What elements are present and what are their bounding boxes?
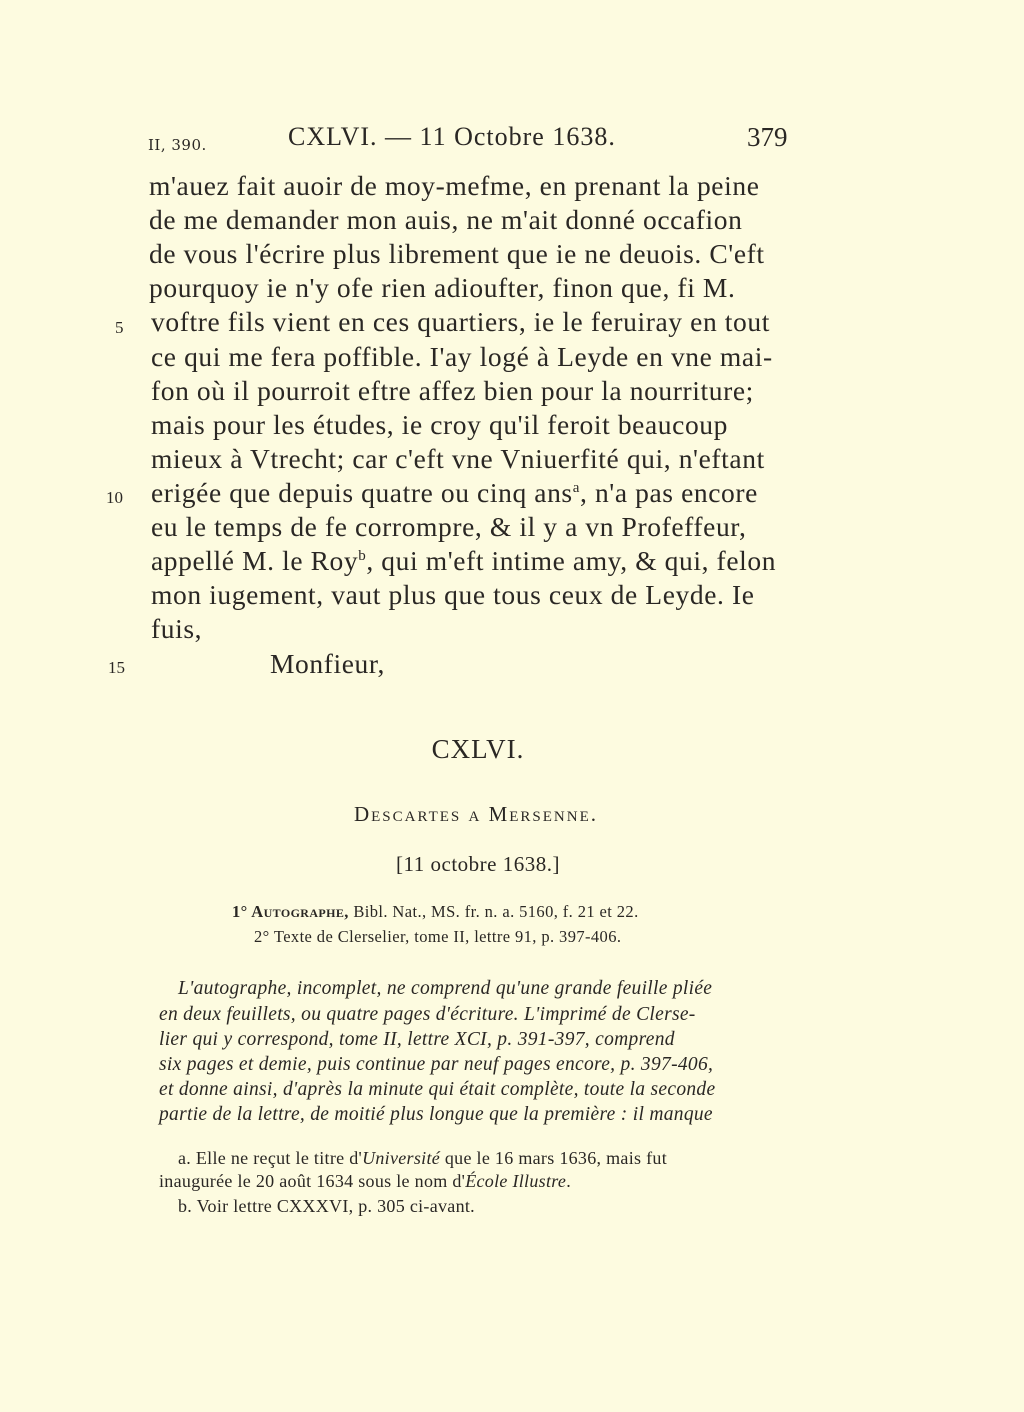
editorial-line: et donne ainsi, d'après la minute qui était complète, toute la seconde bbox=[159, 1079, 716, 1100]
source-line: 2° Texte de Clerselier, tome II, lettre 91, p. 397-406. bbox=[254, 927, 622, 946]
footnote-text: que le 16 mars 1636, mais fut bbox=[440, 1148, 668, 1168]
body-line: de me demander mon auis, ne m'ait donné occafion bbox=[149, 204, 743, 235]
body-text: , n'a pas encore bbox=[580, 477, 758, 508]
footnote-text: Université bbox=[362, 1148, 441, 1168]
body-line: fuis, bbox=[151, 613, 203, 644]
body-line bbox=[151, 477, 758, 509]
body-line: mon iugement, vaut plus que tous ceux de Leyde. Ie bbox=[151, 579, 755, 610]
body-line: mais pour les études, ie croy qu'il feroit beaucoup bbox=[151, 409, 728, 440]
editorial-line: partie de la lettre, de moitié plus longue que la première : il manque bbox=[159, 1104, 713, 1125]
editorial-line: lier qui y correspond, tome II, lettre XCI, p. 391-397, comprend bbox=[159, 1029, 675, 1050]
body-line: mieux à Vtrecht; car c'eft vne Vniuerfité qui, n'eftant bbox=[151, 443, 765, 474]
letter-date: [11 octobre 1638.] bbox=[396, 852, 560, 876]
body-line: pourquoy ie n'y ofe rien adioufter, finon que, fi M. bbox=[149, 272, 736, 303]
body-text: , qui m'eft intime amy, & qui, felon bbox=[366, 545, 777, 576]
page-number: 379 bbox=[747, 122, 788, 152]
body-line bbox=[151, 545, 776, 577]
line-number: 15 bbox=[108, 658, 125, 677]
source-text: Bibl. Nat., MS. fr. n. a. 5160, f. 21 et 22. bbox=[348, 902, 639, 921]
footnote-text: a. Elle ne reçut le titre d' bbox=[178, 1148, 363, 1168]
running-title: CXLVI. — 11 Octobre 1638. bbox=[288, 122, 616, 151]
body-text: appellé M. le Roy bbox=[151, 545, 359, 576]
line-number: 10 bbox=[106, 488, 123, 507]
body-line: m'auez fait auoir de moy-mefme, en prenant la peine bbox=[149, 170, 760, 201]
page-reference: II, 390. bbox=[148, 136, 207, 154]
footnote-text: inaugurée le 20 août 1634 sous le nom d' bbox=[159, 1171, 466, 1191]
body-line: fon où il pourroit eftre affez bien pour la nourriture; bbox=[151, 375, 754, 406]
footnote-ref-a: a bbox=[572, 479, 580, 496]
editorial-line: six pages et demie, puis continue par neuf pages encore, p. 397-406, bbox=[159, 1054, 714, 1075]
letter-number: CXLVI. bbox=[431, 734, 525, 764]
body-line: voftre fils vient en ces quartiers, ie le feruiray en tout bbox=[151, 306, 770, 337]
body-line: ce qui me fera poffible. I'ay logé à Leyde en vne mai- bbox=[151, 341, 773, 372]
footnote-a-continued bbox=[159, 1171, 571, 1192]
letter-heading: Descartes a Mersenne. bbox=[353, 802, 599, 826]
line-number: 5 bbox=[115, 318, 124, 337]
editorial-line: L'autographe, incomplet, ne comprend qu'une grande feuille pliée bbox=[178, 978, 713, 999]
footnote-b: b. Voir lettre CXXXVI, p. 305 ci-avant. bbox=[178, 1196, 475, 1216]
body-text: erigée que depuis quatre ou cinq ans bbox=[151, 477, 573, 508]
body-line: eu le temps de fe corrompre, & il y a vn Profeffeur, bbox=[151, 511, 747, 542]
footnote-ref-b: b bbox=[358, 547, 367, 564]
footnote-text: École Illustre bbox=[465, 1171, 567, 1191]
editorial-line: en deux feuillets, ou quatre pages d'écriture. L'imprimé de Clerse- bbox=[159, 1004, 696, 1025]
footnote-a bbox=[178, 1148, 667, 1169]
source-line bbox=[232, 902, 639, 922]
body-line: de vous l'écrire plus librement que ie ne deuois. C'eft bbox=[149, 238, 765, 269]
source-label: 1° Autographe, bbox=[232, 902, 349, 921]
closing-salutation: Monfieur, bbox=[270, 648, 386, 679]
footnote-text: . bbox=[566, 1171, 572, 1191]
